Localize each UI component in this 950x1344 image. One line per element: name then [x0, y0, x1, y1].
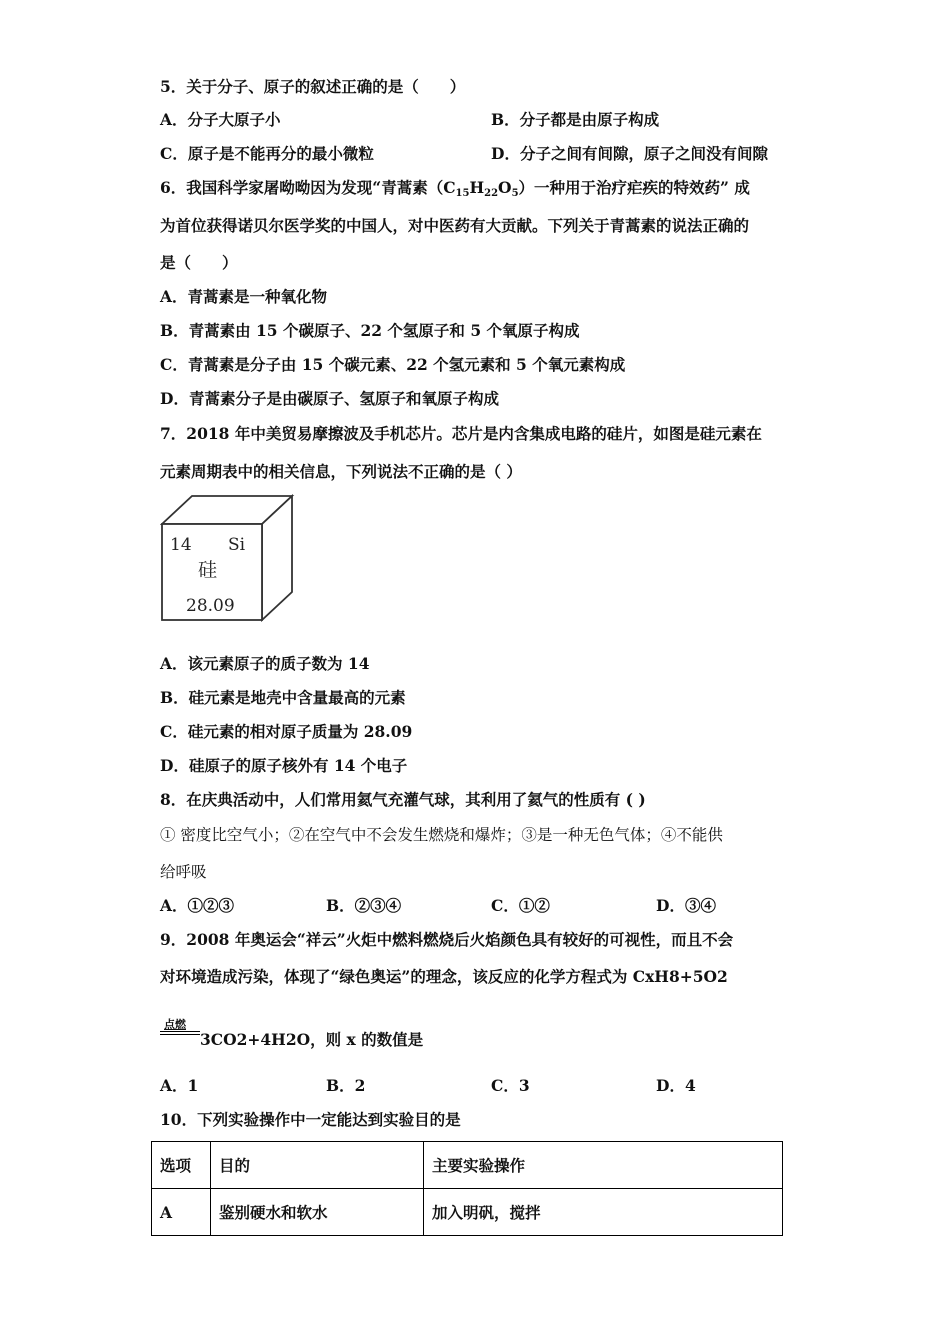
q8-statements: ① 密度比空气小；②在空气中不会发生燃烧和爆炸；③是一种无色气体；④不能供 — [160, 826, 723, 844]
q7-stem-line1: 7．2018 年中美贸易摩擦波及手机芯片。芯片是内含集成电路的硅片，如图是硅元素在 — [160, 424, 762, 443]
table-row — [152, 1189, 783, 1236]
q6-option-b: B．青蒿素由 15 个碳原子、22 个氢原子和 5 个氧原子构成 — [160, 321, 580, 340]
q6-sub-h: 22 — [484, 188, 499, 199]
q9-option-a: A．1 — [160, 1076, 199, 1095]
table-header-row — [152, 1142, 783, 1189]
q6-sub-c: 15 — [455, 188, 470, 199]
q8-option-d: D．③④ — [656, 896, 716, 915]
q8-option-c: C．①② — [491, 896, 550, 915]
element-atomic-mass: 28.09 — [186, 596, 235, 616]
q10-stem: 10．下列实验操作中一定能达到实验目的是 — [160, 1110, 461, 1129]
q6-stem-part2: ）一种用于治疗疟疾的特效药” 成 — [518, 178, 750, 197]
q6-h: H — [469, 178, 485, 197]
q5-option-b: B．分子都是由原子构成 — [491, 110, 660, 129]
table-cell: 加入明矾，搅拌 — [424, 1189, 783, 1236]
q10-table — [151, 1141, 783, 1236]
table-header-cell: 目的 — [211, 1142, 424, 1189]
q7-option-a: A．该元素原子的质子数为 14 — [160, 654, 370, 673]
q6-o: O — [498, 178, 512, 197]
q5-option-d: D．分子之间有间隙，原子之间没有间隙 — [491, 144, 768, 163]
q6-option-a: A．青蒿素是一种氧化物 — [160, 287, 328, 306]
q6-stem-line1 — [160, 177, 750, 205]
q7-stem-line2: 元素周期表中的相关信息，下列说法不正确的是（ ） — [160, 462, 522, 481]
q9-option-b: B．2 — [326, 1076, 366, 1095]
element-cube-graphic — [160, 494, 295, 622]
silicon-element-cell — [160, 494, 295, 622]
q8-statements-cont: 给呼吸 — [160, 863, 207, 881]
table-cell: 鉴别硬水和软水 — [211, 1189, 424, 1236]
reaction-condition-label: 点燃 — [164, 1018, 186, 1031]
element-symbol: Si — [228, 535, 246, 555]
q7-option-d: D．硅原子的原子核外有 14 个电子 — [160, 756, 408, 775]
q7-option-c: C．硅元素的相对原子质量为 28.09 — [160, 722, 413, 741]
q9-option-c: C．3 — [491, 1076, 530, 1095]
q6-option-c: C．青蒿素是分子由 15 个碳元素、22 个氢元素和 5 个氧元素构成 — [160, 355, 626, 374]
q9-stem-line2: 对环境造成污染，体现了“绿色奥运”的理念，该反应的化学方程式为 CxH8+5O2 — [160, 967, 728, 986]
q8-option-a: A．①②③ — [160, 896, 235, 915]
reaction-condition-arrow — [160, 1016, 200, 1040]
q9-stem-line1: 9．2008 年奥运会“祥云”火炬中燃料燃烧后火焰颜色具有较好的可视性，而且不会 — [160, 930, 734, 949]
q6-option-d: D．青蒿素分子是由碳原子、氢原子和氧原子构成 — [160, 389, 499, 408]
q8-option-b: B．②③④ — [326, 896, 402, 915]
element-chinese-name: 硅 — [198, 559, 218, 581]
q9-option-d: D．4 — [656, 1076, 696, 1095]
q7-option-b: B．硅元素是地壳中含量最高的元素 — [160, 688, 406, 707]
q5-option-c: C．原子是不能再分的最小微粒 — [160, 144, 374, 163]
q6-sub-o: 5 — [511, 188, 519, 199]
q5-stem: 5．关于分子、原子的叙述正确的是（ ） — [160, 77, 466, 96]
table-header-cell: 选项 — [152, 1142, 211, 1189]
q6-stem-line3: 是（ ） — [160, 253, 238, 272]
q9-stem-line3: 3CO2+4H2O，则 x 的数值是 — [200, 1030, 424, 1049]
q5-option-a: A．分子大原子小 — [160, 110, 281, 129]
q6-stem-line2: 为首位获得诺贝尔医学奖的中国人，对中医药有大贡献。下列关于青蒿素的说法正确的 — [160, 216, 750, 235]
table-header-cell: 主要实验操作 — [424, 1142, 783, 1189]
element-atomic-number: 14 — [170, 535, 192, 555]
table-cell: A — [152, 1189, 211, 1236]
q8-stem: 8．在庆典活动中，人们常用氦气充灌气球，其利用了氦气的性质有 ( ) — [160, 790, 646, 809]
q6-stem-part1: 6．我国科学家屠呦呦因为发现“青蒿素（C — [160, 178, 456, 197]
